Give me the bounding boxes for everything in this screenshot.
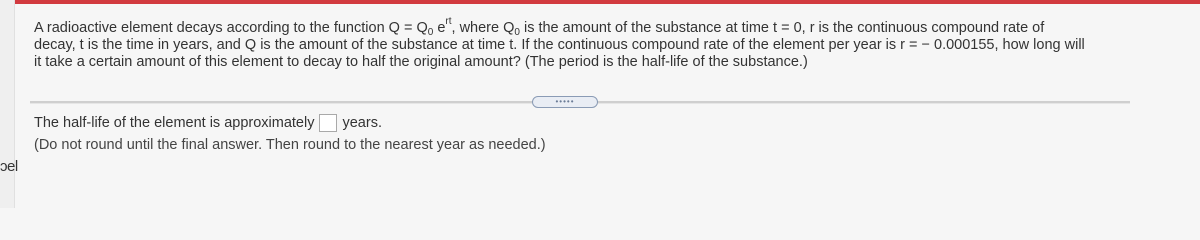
answer-suffix: years. bbox=[342, 115, 382, 131]
answer-section bbox=[34, 114, 546, 154]
rounding-note: (Do not round until the final answer. Then round to the nearest year as needed.) bbox=[34, 137, 546, 153]
expand-more-button[interactable]: ••••• bbox=[532, 96, 598, 108]
top-accent-bar bbox=[0, 0, 1200, 4]
answer-row bbox=[34, 114, 546, 132]
answer-input[interactable] bbox=[319, 114, 337, 132]
question-text bbox=[34, 16, 1134, 71]
question-line-2: decay, t is the time in years, and Q is the amount of the substance at time t. If the continuous compound rate of the element per year is r = − 0.000155, how long will bbox=[34, 37, 1085, 53]
left-panel-edge bbox=[0, 0, 15, 208]
section-divider bbox=[30, 96, 1130, 108]
question-line-1: A radioactive element decays according to the function $Q = Q_0$ $e^{rt}$, where $Q_0$ is the amount of the substance at time t = 0, r is the continuous compound rate of bbox=[34, 16, 1045, 38]
left-edge-text: ɔel bbox=[0, 158, 18, 175]
answer-prefix: The half-life of the element is approximately bbox=[34, 115, 315, 131]
question-line-3: it take a certain amount of this element to decay to half the original amount? (The period is the half-life of the substance.) bbox=[34, 54, 808, 70]
